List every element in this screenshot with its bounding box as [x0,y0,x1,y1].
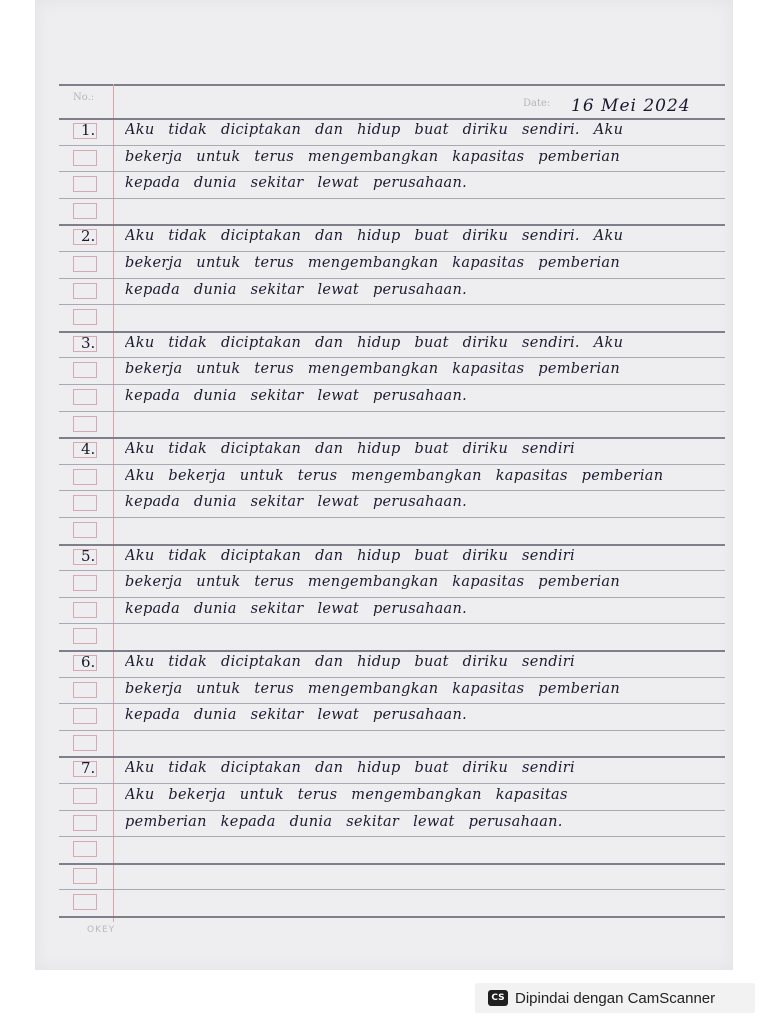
watermark-text: Dipindai dengan CamScanner [515,989,716,1007]
line-box [73,203,97,219]
ruled-line [59,730,725,731]
entry-number: 3. [81,333,96,352]
line-box [73,416,97,432]
line-box [73,256,97,272]
ruled-line [59,756,725,758]
ruled-line [59,437,725,439]
line-box [73,815,97,831]
ruled-line [59,198,725,199]
line-box [73,362,97,378]
ruled-line [59,677,725,678]
handwritten-line: Aku tidak diciptakan dan hidup buat diriku sendiri [125,441,575,458]
ruled-line [59,650,725,652]
ruled-line [59,889,725,890]
handwritten-line: Aku tidak diciptakan dan hidup buat diriku sendiri [125,760,575,777]
line-box [73,602,97,618]
entry-number: 4. [81,440,96,459]
entry-number: 2. [81,227,96,246]
margin-line [113,84,114,922]
ruled-line [59,623,725,624]
entry-number: 6. [81,653,96,671]
line-box [73,309,97,325]
date-value: 16 Mei 2024 [571,96,691,116]
ruled-line [59,703,725,704]
ruled-line [59,171,725,172]
ruled-line [59,810,725,811]
entry-number: 7. [81,759,96,778]
line-box [73,176,97,192]
line-box [73,522,97,538]
no-label: No.: [73,92,95,103]
ruled-line [59,331,725,333]
ruled-line [59,145,725,146]
ruled-line [59,251,725,252]
handwritten-line: bekerja untuk terus mengembangkan kapasitas pemberian [125,680,620,697]
ruled-line [59,357,725,358]
handwritten-line: Aku bekerja untuk terus mengembangkan kapasitas [125,787,568,803]
camscanner-logo-icon: CS [488,990,508,1006]
line-box [73,894,97,910]
ruled-line [59,224,725,226]
line-box [73,682,97,698]
ruled-line [59,517,725,518]
handwritten-line: pemberian kepada dunia sekitar lewat perusahaan. [125,813,563,830]
ruled-line [59,597,725,598]
line-box [73,495,97,511]
handwritten-line: Aku tidak diciptakan dan hidup buat diriku sendiri. Aku [125,122,624,138]
entry-number: 1. [81,121,96,139]
line-box [73,868,97,884]
handwritten-line: kepada dunia sekitar lewat perusahaan. [125,281,468,298]
handwritten-line: Aku tidak diciptakan dan hidup buat diriku sendiri [125,654,575,670]
handwritten-line: kepada dunia sekitar lewat perusahaan. [125,175,468,192]
line-box [73,389,97,405]
handwritten-line: bekerja untuk terus mengembangkan kapasitas pemberian [125,574,620,591]
ruled-line [59,836,725,837]
line-box [73,735,97,751]
ruled-line [59,544,725,546]
ruled-line [59,118,725,120]
ruled-line [59,464,725,465]
handwritten-line: kepada dunia sekitar lewat perusahaan. [125,707,468,724]
line-box [73,575,97,591]
ruled-line [59,570,725,571]
handwritten-line: bekerja untuk terus mengembangkan kapasitas pemberian [125,255,620,271]
handwritten-line: Aku bekerja untuk terus mengembangkan kapasitas pemberian [125,467,664,484]
line-box [73,150,97,166]
brand-footer: OKEY [87,925,116,935]
handwritten-line: kepada dunia sekitar lewat perusahaan. [125,494,468,511]
date-label: Date: [523,98,551,109]
notebook-page [35,0,733,970]
line-box [73,628,97,644]
ruled-line [59,304,725,305]
camscanner-watermark [475,983,755,1013]
line-box [73,469,97,485]
handwritten-line: kepada dunia sekitar lewat perusahaan. [125,600,468,617]
ruled-line [59,863,725,865]
ruled-line [59,916,725,918]
handwritten-line: kepada dunia sekitar lewat perusahaan. [125,388,468,404]
handwritten-line: Aku tidak diciptakan dan hidup buat diriku sendiri. Aku [125,228,624,245]
handwritten-line: Aku tidak diciptakan dan hidup buat diriku sendiri. Aku [125,334,624,351]
line-box [73,841,97,857]
entry-number: 5. [81,546,96,565]
ruled-line [59,411,725,412]
ruled-line [59,384,725,385]
handwritten-line: Aku tidak diciptakan dan hidup buat diriku sendiri [125,547,575,564]
header-rule [59,84,725,86]
handwritten-line: bekerja untuk terus mengembangkan kapasitas pemberian [125,361,620,378]
line-box [73,283,97,299]
line-box [73,788,97,804]
ruled-line [59,783,725,784]
ruled-line [59,490,725,491]
handwritten-line: bekerja untuk terus mengembangkan kapasitas pemberian [125,148,620,165]
line-box [73,708,97,724]
ruled-line [59,278,725,279]
